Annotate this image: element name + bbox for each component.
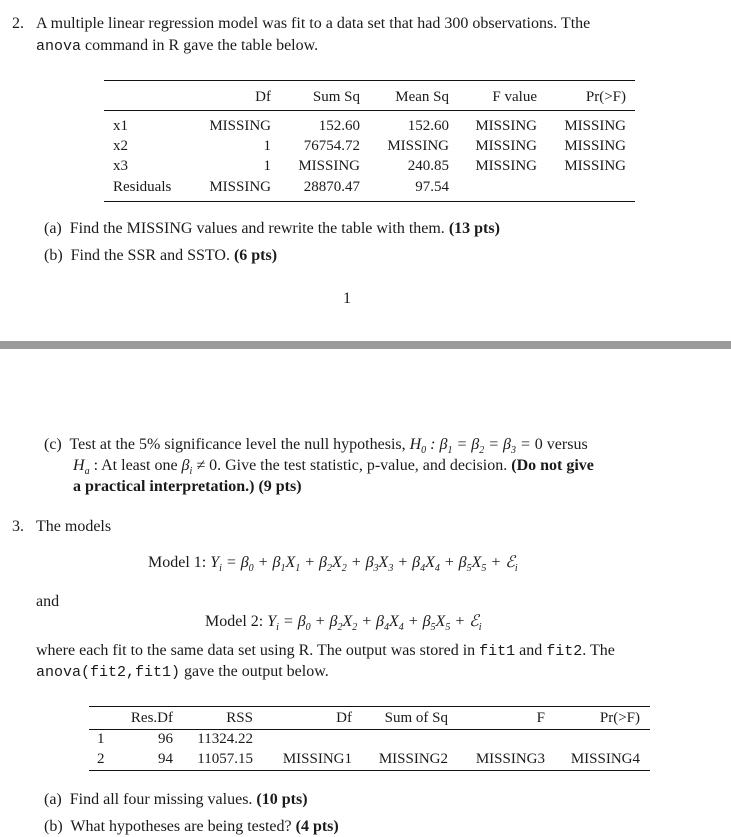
part-points: (6 pts) [233,247,278,264]
cell-p: MISSING4 [570,751,640,767]
part-label: (a) [44,220,62,237]
table-top-rule [104,80,635,81]
cell-rss: 11057.15 [197,751,253,767]
col-header-f: F [536,710,545,726]
col-header-meansq: Mean Sq [395,89,449,105]
part-points: (9 pts) [258,478,302,495]
q3-intro: The models [36,518,112,535]
q2-line2 [36,36,318,57]
cell-resdf: 94 [158,751,173,767]
cell-ss: MISSING [298,158,360,174]
cell-p: MISSING [564,158,626,174]
part-c-bold: (Do not give [511,457,594,474]
part-text: Find the MISSING values and rewrite the table with them. [69,220,445,237]
cell-df: MISSING [209,118,271,134]
model-label: Model 2: [205,613,264,630]
cell-df: MISSING [209,179,271,195]
col-header-df: Df [255,89,271,105]
cell-rss: 11324.22 [197,731,253,747]
null-hypothesis-math: $H_0$ : $\beta_1 = \beta_2 = \beta_3 = 0$ [409,436,543,457]
part-c-text: : At least one [93,457,178,474]
part-text: Find all four missing values. [69,791,253,808]
fit1-code: fit1 [479,643,516,660]
cell-f: MISSING [475,158,537,174]
cell-f: MISSING3 [475,751,545,767]
part-label: (c) [44,436,62,453]
q2-line2-rest: command in R gave the table below. [81,37,319,54]
q2-part-c-line3 [73,477,302,497]
cell-ms: MISSING [387,138,449,154]
part-points: (13 pts) [448,220,500,237]
part-label: (b) [44,818,63,835]
part-c-versus: versus [546,436,588,453]
part-points: (10 pts) [256,791,308,808]
table-top-rule [89,706,650,707]
model2-equation [205,612,482,638]
table-header-rule [89,729,650,730]
cell-ss: 28870.47 [303,179,360,195]
cell-resdf: 96 [158,731,173,747]
col-header-fvalue: F value [492,89,537,105]
part-label: (b) [44,247,63,264]
part-c-text: Test at the 5% significance level the null hypothesis, [69,436,406,453]
cell-f: MISSING [475,118,537,134]
part-text: Find the SSR and SSTO. [70,247,230,264]
q2-part-a [44,219,500,239]
row-label: x1 [113,118,128,134]
q2-anova-cmd: anova [36,38,82,55]
col-header-pr: Pr(>F) [585,89,626,105]
q3-where-line1 [36,641,615,662]
row-label: x2 [113,138,128,154]
where-and: and [519,642,543,659]
cell-f: MISSING [475,138,537,154]
cell-p: MISSING [564,138,626,154]
anova-fit-code: anova(fit2,fit1) [36,664,181,681]
col-header-pr: Pr(>F) [599,710,640,726]
part-c-text: . Give the test statistic, p-value, and decision. [217,457,508,474]
q3-part-a [44,790,308,810]
cell-df: MISSING1 [282,751,352,767]
row-label: Residuals [113,179,172,195]
model2-math: $Y_i = \beta_0 + \beta_2X_2 + \beta_4X_4 + \beta_5X_5$ + ℰ$_i$ [267,613,482,634]
cell-ms: 240.85 [407,158,449,174]
part-points: (4 pts) [295,818,339,835]
cell-ss: 76754.72 [303,138,360,154]
model1-math: $Y_i = \beta_0 + \beta_1X_1 + \beta_2X_2 + \beta_3X_3 + \beta_4X_4 + \beta_5X_5$ + ℰ$_i$ [210,554,518,575]
cell-df: 1 [263,158,271,174]
part-text: What hypotheses are being tested? [70,818,292,835]
page-divider [0,341,731,349]
cell-df: 1 [263,138,271,154]
part-label: (a) [44,791,62,808]
col-header-sumofsq: Sum of Sq [384,710,448,726]
q3-and: and [36,593,60,610]
col-header-resdf: Res.Df [130,710,173,726]
beta-neq-math: $\beta_i \ne 0$ [181,457,218,478]
q3-where-line2 [36,662,329,683]
q3-part-b [44,817,339,837]
cell-ms: 97.54 [415,179,449,195]
table-header-rule [104,110,635,111]
q3-number: 3. [12,518,24,535]
where-text: where each fit to the same data set using R. The output was stored in [36,642,476,659]
col-header-df: Df [336,710,352,726]
q2-number: 2. [12,15,24,32]
q2-line1: A multiple linear regression model was fit to a data set that had 300 observations. Tthe [36,15,591,32]
q2-part-b [44,246,277,266]
fit2-code: fit2 [546,643,583,660]
col-header-rss: RSS [226,710,253,726]
cell-ms: 152.60 [407,118,449,134]
part-c-bold: a practical interpretation.) [73,478,255,495]
page-number: 1 [343,290,351,307]
where-text: gave the output below. [184,663,329,680]
row-index: 1 [97,731,105,747]
alt-hypothesis-math: $H_a$ [73,457,90,478]
where-text: . The [582,642,615,659]
col-header-sumsq: Sum Sq [312,89,360,105]
cell-ss: 152.60 [318,118,360,134]
table-bottom-rule [104,201,635,202]
cell-ss: MISSING2 [378,751,448,767]
cell-p: MISSING [564,118,626,134]
model-label: Model 1: [148,554,207,571]
model1-equation [148,553,518,579]
row-label: x3 [113,158,128,174]
row-index: 2 [97,751,105,767]
table-bottom-rule [89,770,650,771]
